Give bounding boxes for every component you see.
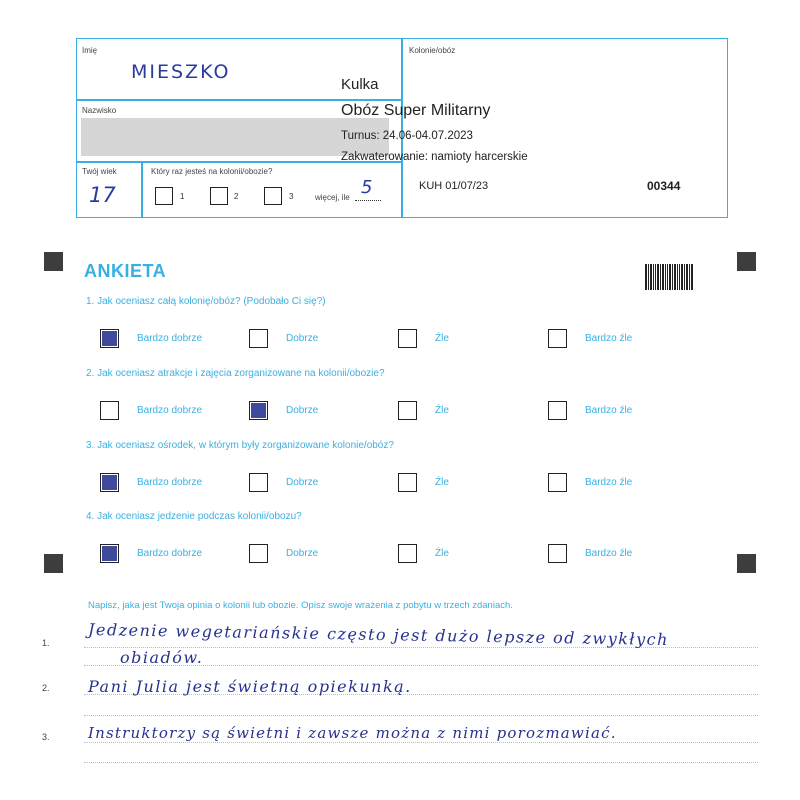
times-label: Który raz jesteś na kolonii/obozie? (151, 167, 273, 176)
times-checkbox-3[interactable] (264, 187, 282, 205)
answer-option-label: Źle (435, 405, 449, 416)
answer-line (84, 715, 758, 716)
registration-marker (44, 554, 63, 573)
barcode (645, 264, 699, 290)
form-number: 00344 (647, 179, 681, 193)
answer-checkbox[interactable] (548, 329, 567, 348)
answer-option-label: Źle (435, 333, 449, 344)
name-label: Imię (82, 46, 98, 55)
answer-checkbox[interactable] (100, 544, 119, 563)
line-number: 1. (42, 638, 50, 648)
answer-option-label: Bardzo źle (585, 548, 633, 559)
answer-checkbox[interactable] (249, 473, 268, 492)
times-option-2: 2 (234, 192, 239, 201)
answer-1-continued[interactable]: obiadów. (120, 648, 204, 667)
answer-line (84, 762, 758, 763)
survey-title: ANKIETA (84, 261, 167, 281)
answer-checkbox[interactable] (548, 473, 567, 492)
opinion-instruction: Napisz, jaka jest Twoja opinia o kolonii lub obozie. Opisz swoje wrażenia z pobytu w trzech zdaniach. (88, 600, 513, 611)
header-form (76, 38, 728, 218)
answer-2[interactable]: Pani Julia jest świetną opiekunką. (88, 677, 412, 696)
question-text: 3. Jak oceniasz ośrodek, w którym były zorganizowane kolonie/obóz? (86, 440, 394, 451)
camp-label: Kolonie/obóz (409, 46, 456, 55)
answer-checkbox[interactable] (548, 544, 567, 563)
age-label: Twój wiek (82, 167, 117, 176)
camp-code: KUH 01/07/23 (419, 180, 489, 192)
answer-option-label: Bardzo źle (585, 333, 633, 344)
answer-option-label: Bardzo źle (585, 405, 633, 416)
divider (141, 161, 143, 217)
camp-name: Kulka (341, 76, 379, 93)
age-field[interactable]: 17 (89, 183, 116, 207)
turnus: Turnus: 24.06-04.07.2023 (341, 130, 473, 142)
answer-option-label: Dobrze (286, 333, 319, 344)
registration-marker (737, 252, 756, 271)
answer-checkbox[interactable] (249, 401, 268, 420)
answer-checkbox[interactable] (398, 329, 417, 348)
times-option-3: 3 (289, 192, 294, 201)
question-text: 2. Jak oceniasz atrakcje i zajęcia zorganizowane na kolonii/obozie? (86, 368, 385, 379)
times-option-1: 1 (180, 192, 185, 201)
line-number: 3. (42, 732, 50, 742)
answer-line (84, 742, 758, 743)
answer-option-label: Dobrze (286, 405, 319, 416)
line-number: 2. (42, 683, 50, 693)
answer-checkbox[interactable] (548, 401, 567, 420)
answer-option-label: Źle (435, 477, 449, 488)
answer-3[interactable]: Instruktorzy są świetni i zawsze można z nimi porozmawiać. (88, 724, 617, 742)
more-field[interactable]: 5 (361, 177, 373, 198)
accommodation: Zakwaterowanie: namioty harcerskie (341, 151, 528, 163)
registration-marker (44, 252, 63, 271)
times-checkbox-2[interactable] (210, 187, 228, 205)
answer-checkbox[interactable] (398, 473, 417, 492)
answer-option-label: Źle (435, 548, 449, 559)
answer-checkbox[interactable] (398, 544, 417, 563)
answer-checkbox[interactable] (100, 401, 119, 420)
answer-checkbox[interactable] (249, 329, 268, 348)
answer-option-label: Bardzo dobrze (137, 548, 203, 559)
question-text: 1. Jak oceniasz całą kolonię/obóz? (Podobało Ci się?) (86, 296, 326, 307)
answer-checkbox[interactable] (249, 544, 268, 563)
times-checkbox-1[interactable] (155, 187, 173, 205)
answer-option-label: Bardzo dobrze (137, 405, 203, 416)
answer-option-label: Bardzo dobrze (137, 333, 203, 344)
answer-checkbox[interactable] (100, 473, 119, 492)
divider (77, 99, 401, 101)
answer-checkbox[interactable] (100, 329, 119, 348)
answer-1[interactable]: Jedzenie wegetariańskie często jest dużo lepsze od zwykłych (87, 619, 670, 650)
camp-full-name: Obóz Super Militarny (341, 102, 491, 119)
name-field[interactable]: MIESZKO (131, 61, 231, 83)
registration-marker (737, 554, 756, 573)
more-dotted-line (355, 200, 381, 201)
answer-option-label: Dobrze (286, 548, 319, 559)
answer-option-label: Bardzo źle (585, 477, 633, 488)
divider (401, 39, 403, 217)
answer-option-label: Bardzo dobrze (137, 477, 203, 488)
answer-checkbox[interactable] (398, 401, 417, 420)
more-label: więcej, ile (315, 193, 350, 202)
answer-option-label: Dobrze (286, 477, 319, 488)
question-text: 4. Jak oceniasz jedzenie podczas kolonii/obozu? (86, 511, 302, 522)
surname-label: Nazwisko (82, 106, 117, 115)
